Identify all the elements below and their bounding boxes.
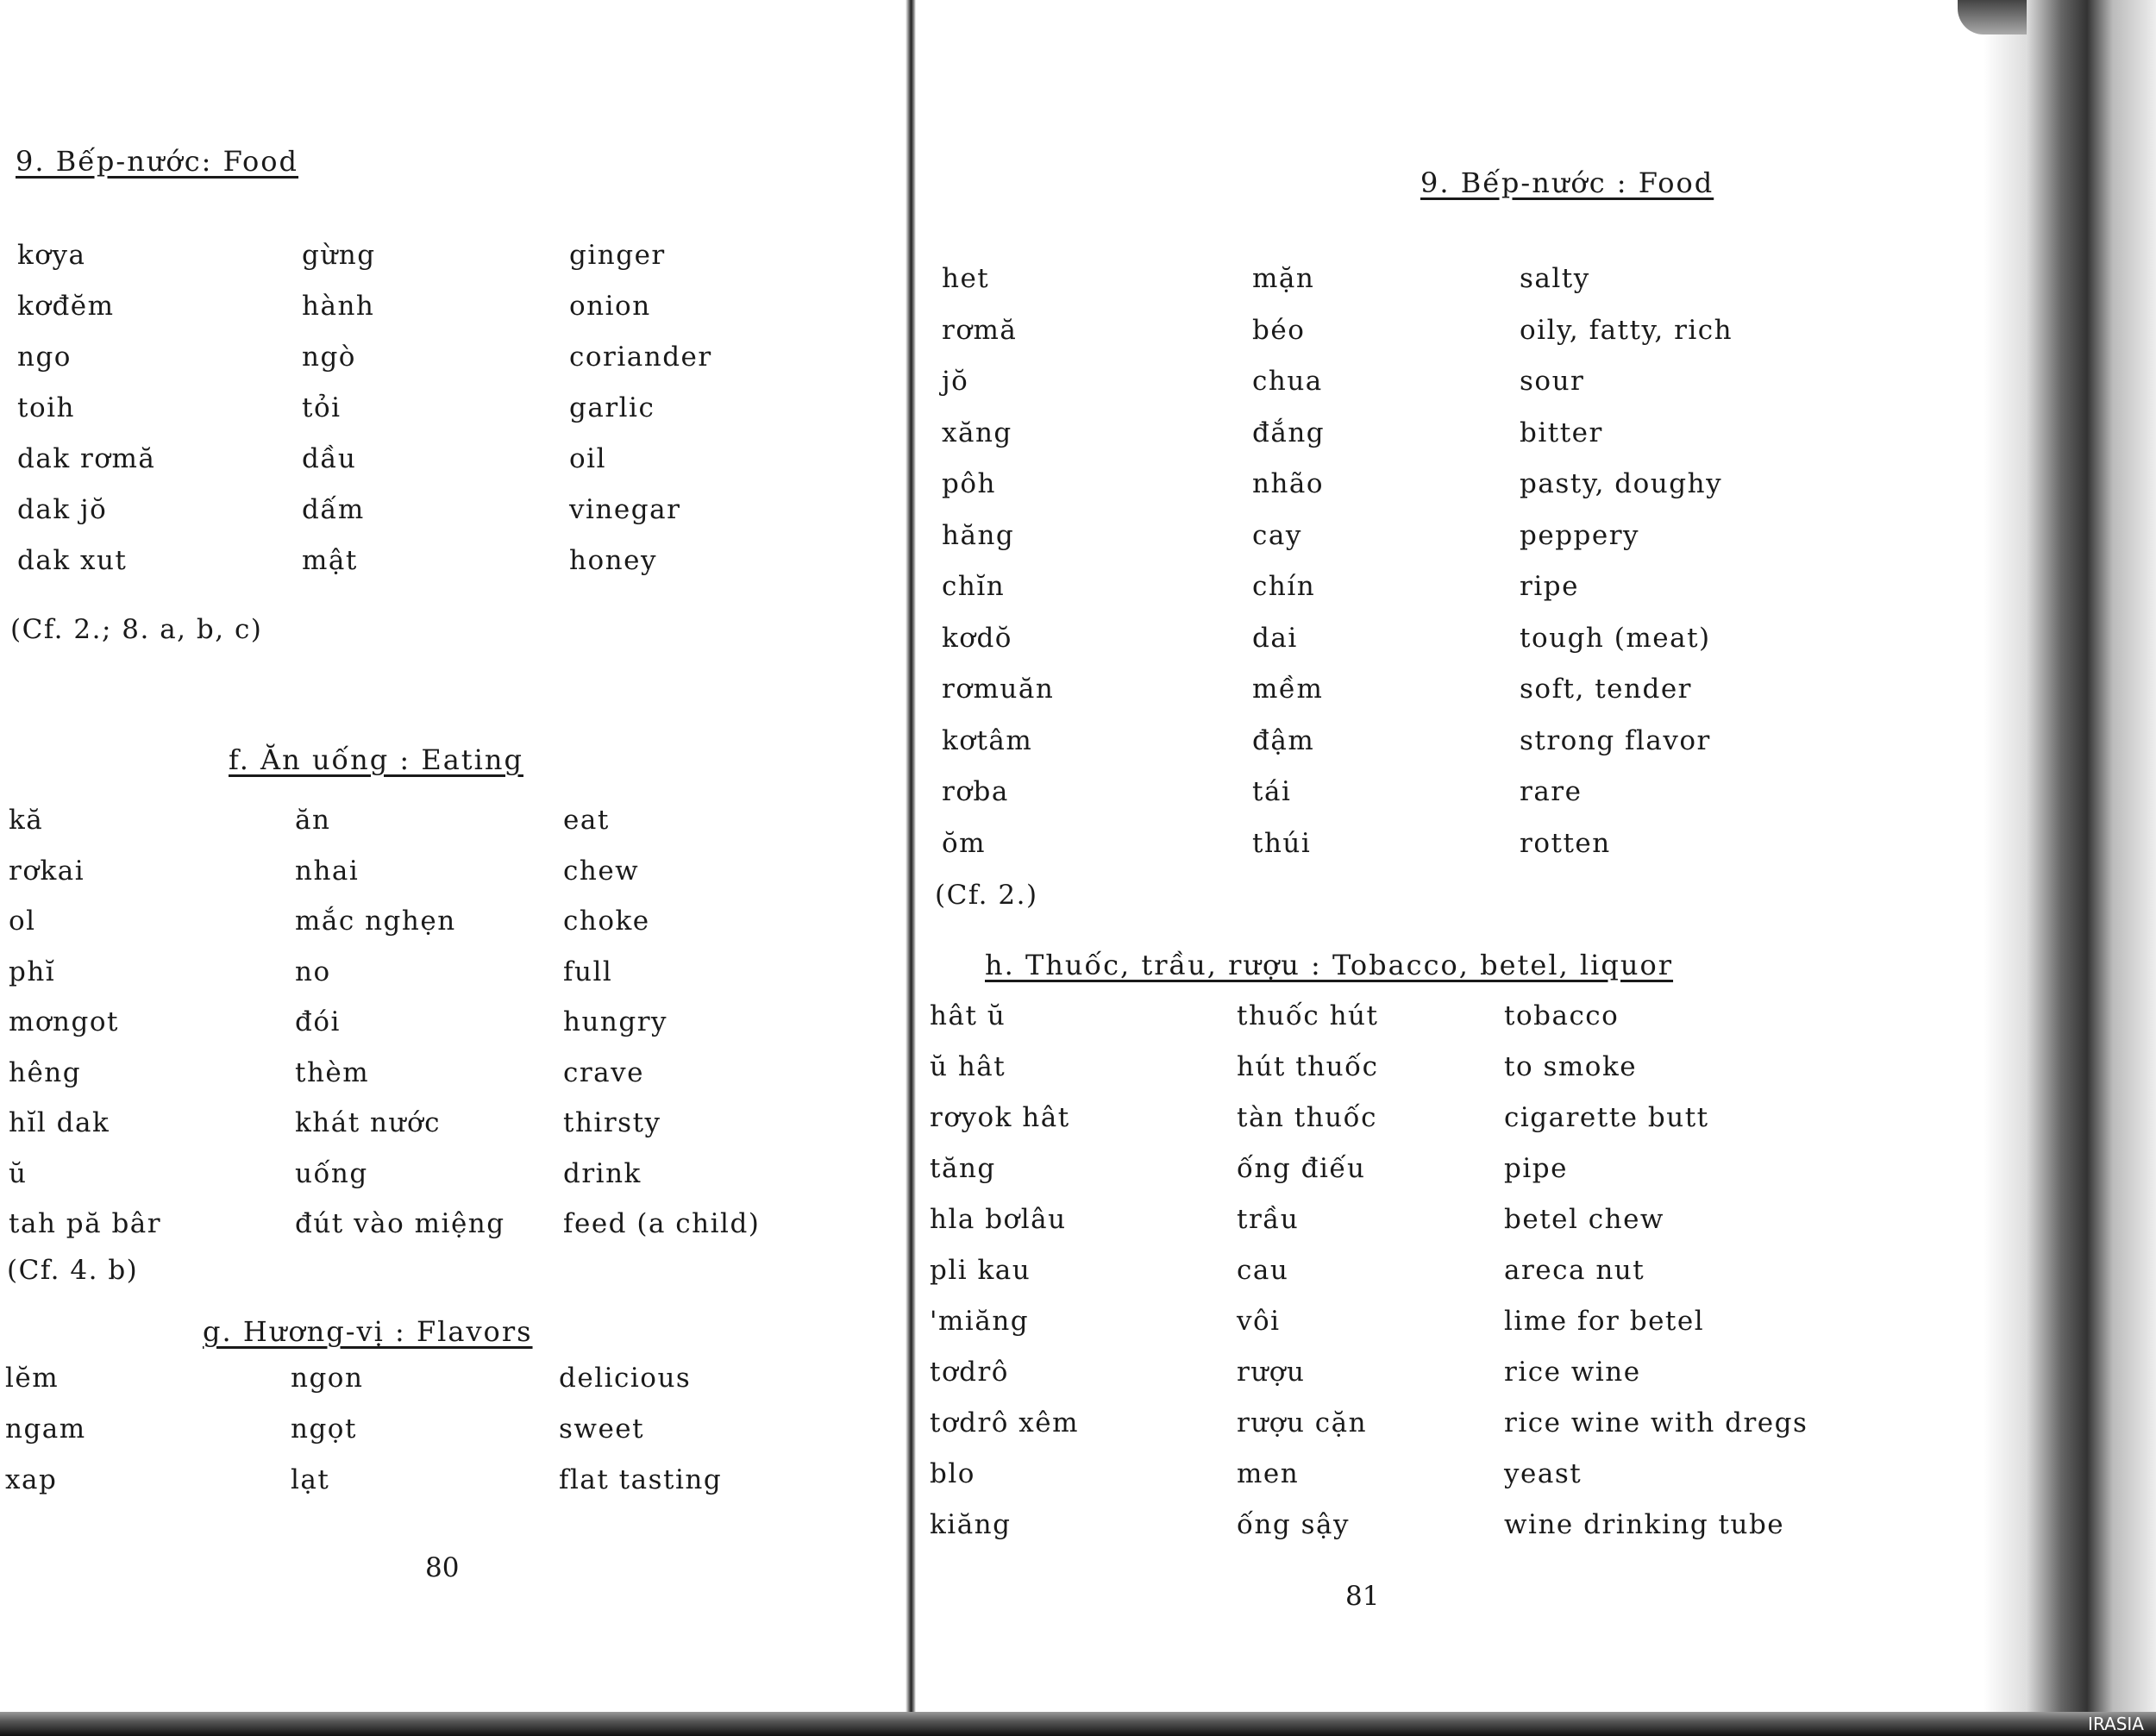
vietnamese-word: dai bbox=[1252, 622, 1298, 654]
english-gloss: coriander bbox=[569, 342, 712, 373]
cross-reference: (Cf. 4. b) bbox=[7, 1255, 139, 1286]
bahnar-word: tăng bbox=[930, 1153, 996, 1184]
vietnamese-word: hành bbox=[302, 291, 375, 322]
english-gloss: rare bbox=[1520, 776, 1583, 807]
bahnar-word: rơyok hât bbox=[930, 1102, 1070, 1133]
vietnamese-word: thèm bbox=[295, 1056, 370, 1088]
section-heading-flavors: g. Hương-vị : Flavors bbox=[203, 1315, 533, 1348]
bahnar-word: pli kau bbox=[930, 1255, 1031, 1286]
left-page bbox=[0, 0, 910, 1708]
cross-reference: (Cf. 2.; 8. a, b, c) bbox=[10, 614, 263, 645]
bahnar-word: hêng bbox=[9, 1056, 82, 1088]
vietnamese-word: uống bbox=[295, 1157, 368, 1189]
vietnamese-word: mặn bbox=[1252, 263, 1315, 294]
english-gloss: rice wine with dregs bbox=[1504, 1407, 1808, 1438]
english-gloss: wine drinking tube bbox=[1504, 1509, 1785, 1540]
english-gloss: chew bbox=[563, 855, 640, 887]
english-gloss: honey bbox=[569, 545, 657, 576]
section-heading-food: 9. Bếp-nước : Food bbox=[1420, 166, 1714, 199]
vietnamese-word: thúi bbox=[1252, 827, 1312, 859]
english-gloss: bitter bbox=[1520, 417, 1603, 448]
vietnamese-word: chín bbox=[1252, 571, 1316, 602]
english-gloss: rotten bbox=[1520, 827, 1611, 859]
bahnar-word: ol bbox=[9, 906, 36, 937]
english-gloss: thirsty bbox=[563, 1107, 661, 1138]
english-gloss: cigarette butt bbox=[1504, 1102, 1709, 1133]
english-gloss: flat tasting bbox=[559, 1464, 723, 1495]
english-gloss: ginger bbox=[569, 240, 666, 271]
bahnar-word: tơdrô bbox=[930, 1357, 1009, 1388]
bahnar-word: hât ŭ bbox=[930, 1000, 1006, 1031]
vietnamese-word: thuốc hút bbox=[1237, 1000, 1379, 1031]
english-gloss: ripe bbox=[1520, 571, 1579, 602]
english-gloss: rice wine bbox=[1504, 1357, 1641, 1388]
bahnar-word: xap bbox=[5, 1464, 58, 1495]
bahnar-word: ngo bbox=[17, 342, 72, 373]
english-gloss: drink bbox=[563, 1157, 642, 1189]
english-gloss: vinegar bbox=[569, 494, 681, 525]
vietnamese-word: đói bbox=[295, 1006, 341, 1037]
english-gloss: sour bbox=[1520, 366, 1585, 397]
bahnar-word: hĭl dak bbox=[9, 1107, 110, 1138]
english-gloss: tough (meat) bbox=[1520, 622, 1711, 654]
vietnamese-word: no bbox=[295, 956, 331, 987]
vietnamese-word: mật bbox=[302, 545, 358, 576]
vietnamese-word: béo bbox=[1252, 314, 1306, 346]
vietnamese-word: đút vào miệng bbox=[295, 1208, 505, 1239]
bahnar-word: tơdrô xêm bbox=[930, 1407, 1080, 1438]
right-page bbox=[916, 0, 2037, 1708]
bahnar-word: kiăng bbox=[930, 1509, 1012, 1540]
vietnamese-word: vôi bbox=[1237, 1306, 1281, 1337]
vietnamese-word: chua bbox=[1252, 366, 1323, 397]
vietnamese-word: ống điếu bbox=[1237, 1153, 1366, 1184]
bahnar-word: toih bbox=[17, 392, 76, 423]
bahnar-word: phĭ bbox=[9, 956, 56, 987]
vietnamese-word: rượu cặn bbox=[1237, 1407, 1368, 1438]
bahnar-word: rơba bbox=[942, 776, 1009, 807]
english-gloss: oily, fatty, rich bbox=[1520, 314, 1733, 346]
bahnar-word: pôh bbox=[942, 468, 996, 499]
english-gloss: peppery bbox=[1520, 519, 1640, 551]
english-gloss: feed (a child) bbox=[563, 1208, 761, 1239]
bahnar-word: ŭ hât bbox=[930, 1051, 1006, 1082]
vietnamese-word: cay bbox=[1252, 519, 1302, 551]
bahnar-word: rơmă bbox=[942, 314, 1018, 346]
bahnar-word: chĭn bbox=[942, 571, 1006, 602]
vietnamese-word: mềm bbox=[1252, 674, 1324, 705]
english-gloss: pasty, doughy bbox=[1520, 468, 1723, 499]
english-gloss: onion bbox=[569, 291, 651, 322]
english-gloss: yeast bbox=[1504, 1458, 1583, 1489]
english-gloss: garlic bbox=[569, 392, 655, 423]
bahnar-word: het bbox=[942, 263, 990, 294]
vietnamese-word: dầu bbox=[302, 443, 357, 474]
bahnar-word: hăng bbox=[942, 519, 1015, 551]
section-heading-eating: f. Ăn uống : Eating bbox=[229, 743, 523, 776]
bahnar-word: lĕm bbox=[5, 1363, 60, 1394]
vietnamese-word: ngon bbox=[291, 1363, 364, 1394]
english-gloss: tobacco bbox=[1504, 1000, 1620, 1031]
page-number: 81 bbox=[1345, 1581, 1380, 1612]
vietnamese-word: ăn bbox=[295, 805, 331, 836]
vietnamese-word: ngò bbox=[302, 342, 356, 373]
bahnar-word: hla bơlâu bbox=[930, 1204, 1067, 1235]
vietnamese-word: cau bbox=[1237, 1255, 1289, 1286]
english-gloss: pipe bbox=[1504, 1153, 1568, 1184]
vietnamese-word: men bbox=[1237, 1458, 1300, 1489]
english-gloss: salty bbox=[1520, 263, 1590, 294]
bahnar-word: blo bbox=[930, 1458, 975, 1489]
vietnamese-word: khát nước bbox=[295, 1107, 441, 1138]
english-gloss: delicious bbox=[559, 1363, 692, 1394]
english-gloss: strong flavor bbox=[1520, 724, 1711, 756]
bahnar-word: mơngot bbox=[9, 1006, 119, 1037]
vietnamese-word: ống sậy bbox=[1237, 1509, 1351, 1540]
english-gloss: full bbox=[563, 956, 613, 987]
scan-border bbox=[0, 1712, 2156, 1736]
bahnar-word: xăng bbox=[942, 417, 1012, 448]
bahnar-word: ŭ bbox=[9, 1157, 28, 1189]
bahnar-word: rơkai bbox=[9, 855, 85, 887]
vietnamese-word: nhão bbox=[1252, 468, 1325, 499]
english-gloss: choke bbox=[563, 906, 650, 937]
bahnar-word: 'miăng bbox=[930, 1306, 1030, 1337]
vietnamese-word: nhai bbox=[295, 855, 360, 887]
bahnar-word: ŏm bbox=[942, 827, 987, 859]
vietnamese-word: gừng bbox=[302, 240, 376, 271]
vietnamese-word: rượu bbox=[1237, 1357, 1306, 1388]
bahnar-word: jŏ bbox=[942, 366, 969, 397]
watermark: IRASIA bbox=[2088, 1714, 2144, 1734]
english-gloss: hungry bbox=[563, 1006, 668, 1037]
vietnamese-word: tàn thuốc bbox=[1237, 1102, 1377, 1133]
bahnar-word: kơđĕm bbox=[17, 291, 115, 322]
bahnar-word: dak xut bbox=[17, 545, 128, 576]
page-number: 80 bbox=[425, 1552, 460, 1583]
vietnamese-word: tái bbox=[1252, 776, 1292, 807]
english-gloss: sweet bbox=[559, 1413, 645, 1445]
cross-reference: (Cf. 2.) bbox=[935, 880, 1038, 911]
bahnar-word: dak rơmă bbox=[17, 443, 156, 474]
vietnamese-word: mắc nghẹn bbox=[295, 906, 456, 937]
bahnar-word: rơmuăn bbox=[942, 674, 1055, 705]
bahnar-word: dak jŏ bbox=[17, 494, 108, 525]
english-gloss: lime for betel bbox=[1504, 1306, 1705, 1337]
bahnar-word: kă bbox=[9, 805, 44, 836]
vietnamese-word: đậm bbox=[1252, 724, 1315, 756]
bahnar-word: ngam bbox=[5, 1413, 86, 1445]
english-gloss: areca nut bbox=[1504, 1255, 1645, 1286]
vietnamese-word: trầu bbox=[1237, 1204, 1300, 1235]
vietnamese-word: ngọt bbox=[291, 1413, 357, 1445]
bahnar-word: kơtâm bbox=[942, 724, 1033, 756]
vietnamese-word: tỏi bbox=[302, 392, 342, 423]
bahnar-word: kơdŏ bbox=[942, 622, 1012, 654]
section-heading-food: 9. Bếp-nước: Food bbox=[16, 145, 299, 178]
english-gloss: betel chew bbox=[1504, 1204, 1664, 1235]
bahnar-word: tah pă bâr bbox=[9, 1208, 162, 1239]
english-gloss: soft, tender bbox=[1520, 674, 1692, 705]
section-heading-tobacco: h. Thuốc, trầu, rượu : Tobacco, betel, liquor bbox=[985, 949, 1674, 981]
bahnar-word: kơya bbox=[17, 240, 86, 271]
english-gloss: eat bbox=[563, 805, 610, 836]
english-gloss: oil bbox=[569, 443, 606, 474]
vietnamese-word: hút thuốc bbox=[1237, 1051, 1379, 1082]
english-gloss: to smoke bbox=[1504, 1051, 1638, 1082]
english-gloss: crave bbox=[563, 1056, 645, 1088]
vietnamese-word: lạt bbox=[291, 1464, 330, 1495]
vietnamese-word: dấm bbox=[302, 494, 365, 525]
vietnamese-word: đắng bbox=[1252, 417, 1326, 448]
